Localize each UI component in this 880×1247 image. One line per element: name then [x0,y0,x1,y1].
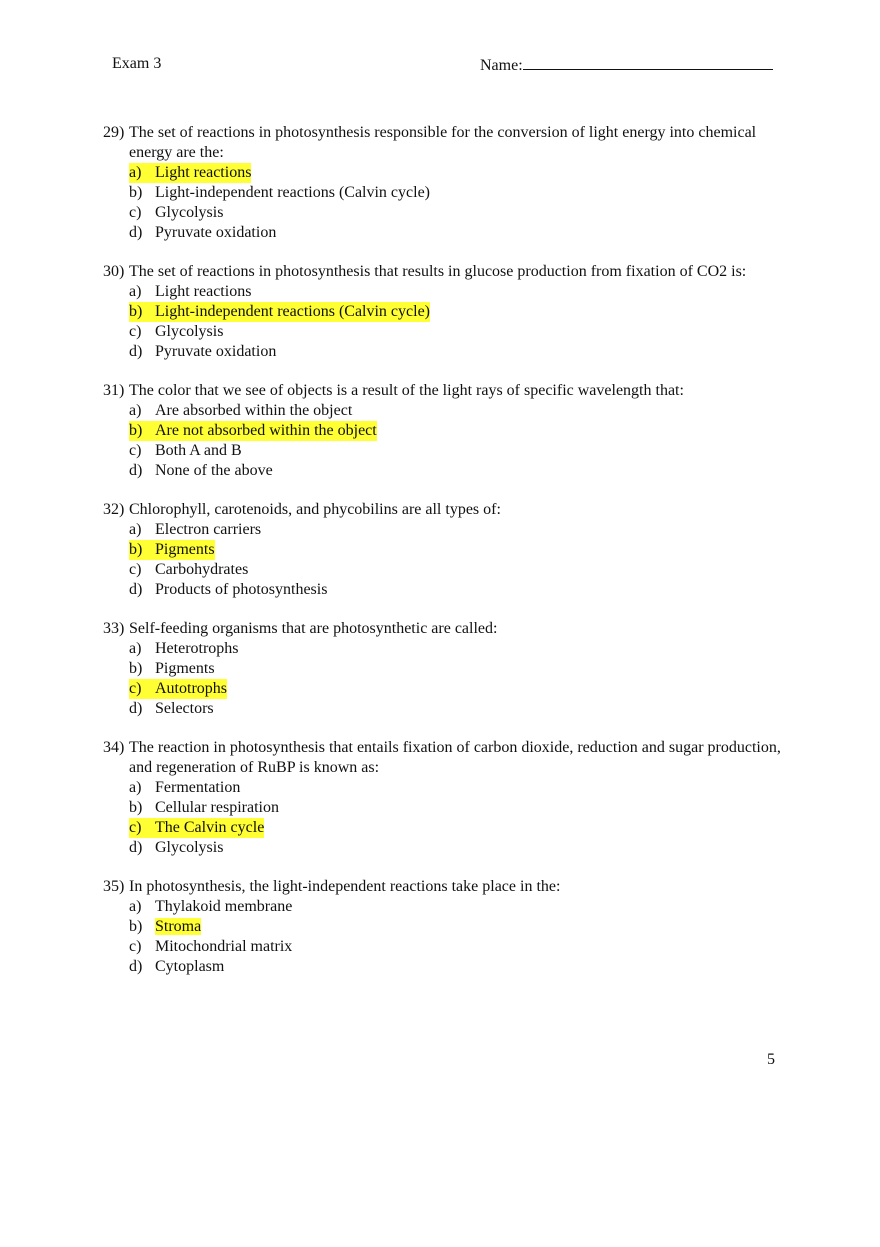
question-list [103,123,783,996]
choice-text: Electron carriers [155,521,262,538]
question-text: The color that we see of objects is a result of the light rays of specific wavelength that: [129,382,684,399]
choice-text: Light-independent reactions (Calvin cycle) [155,303,431,320]
choice-letter: d) [129,224,143,241]
choice-text: Light reactions [155,283,252,300]
choice-letter: b) [129,799,143,816]
answer-choice[interactable] [129,401,783,421]
question-number: 34) [103,739,125,756]
choice-text: Light-independent reactions (Calvin cycle) [155,184,431,201]
answer-option [129,957,224,977]
question-number: 35) [103,878,125,895]
question-stem [103,877,783,897]
answer-choice[interactable] [129,897,783,917]
question-number: 29) [103,124,125,141]
choice-letter: d) [129,700,143,717]
answer-choice[interactable] [129,223,783,243]
answer-choices [129,778,783,858]
answer-choice[interactable] [129,540,783,560]
answer-choice[interactable] [129,937,783,957]
question-stem [103,500,783,520]
question [103,619,783,719]
answer-option [129,282,251,302]
choice-letter: c) [129,323,142,340]
answer-choice[interactable] [129,461,783,481]
answer-option [129,342,276,362]
choice-text: Are absorbed within the object [155,402,353,419]
choice-letter: a) [129,164,142,181]
choice-letter: b) [129,184,143,201]
answer-option [129,203,223,223]
question-stem [103,262,783,282]
question [103,123,783,243]
question-number: 31) [103,382,125,399]
choice-letter: b) [129,422,143,439]
answer-choice[interactable] [129,520,783,540]
answer-choice[interactable] [129,560,783,580]
answer-choice[interactable] [129,183,783,203]
choice-letter: c) [129,442,142,459]
answer-option [129,699,214,719]
answer-choices [129,282,783,362]
answer-choice[interactable] [129,163,783,183]
choice-text: Mitochondrial matrix [155,938,293,955]
choice-letter: c) [129,561,142,578]
choice-text: Both A and B [155,442,242,459]
answer-choice[interactable] [129,798,783,818]
answer-option [129,639,239,659]
choice-letter: d) [129,839,143,856]
choice-text: None of the above [155,462,273,479]
answer-option [129,183,430,203]
highlighted-answer [129,302,430,322]
choice-text: The Calvin cycle [155,819,265,836]
answer-option [129,798,279,818]
choice-text: Cellular respiration [155,799,279,816]
choice-letter: d) [129,958,143,975]
answer-option [129,560,248,580]
choice-text: Pigments [155,660,215,677]
answer-option [129,897,292,917]
choice-text: Autotrophs [155,680,227,697]
choice-text: Products of photosynthesis [155,581,328,598]
question-text: Self-feeding organisms that are photosynthetic are called: [129,620,498,637]
answer-option [129,461,273,481]
highlighted-answer [129,679,227,699]
answer-option [129,659,215,679]
answer-choice[interactable] [129,679,783,699]
choice-letter: b) [129,303,143,320]
answer-choices [129,520,783,600]
choice-text: Glycolysis [155,839,224,856]
answer-choice[interactable] [129,342,783,362]
answer-option [129,580,327,600]
answer-option [129,401,352,421]
answer-choice[interactable] [129,699,783,719]
choice-letter: b) [129,918,143,935]
choice-text: Pigments [155,541,215,558]
answer-choice[interactable] [129,203,783,223]
choice-text: Carbohydrates [155,561,249,578]
highlighted-answer [129,421,377,441]
choice-letter: d) [129,462,143,479]
choice-letter: b) [129,660,143,677]
choice-text: Glycolysis [155,323,224,340]
question [103,500,783,600]
answer-choice[interactable] [129,818,783,838]
answer-option [129,223,276,243]
page-number: 5 [767,1051,775,1068]
choice-letter: a) [129,521,142,538]
answer-choices [129,163,783,243]
answer-choice[interactable] [129,917,783,937]
answer-choices [129,639,783,719]
question-text: The reaction in photosynthesis that entails fixation of carbon dioxide, reduction and sugar production, and regeneration of RuBP is known as: [129,739,781,776]
answer-choice[interactable] [129,639,783,659]
exam-title: Exam 3 [112,55,162,72]
question-stem [103,381,783,401]
choice-letter: c) [129,680,142,697]
question [103,738,783,858]
question-number: 32) [103,501,125,518]
choice-text: Selectors [155,700,214,717]
choice-text: Cytoplasm [155,958,225,975]
highlighted-answer [129,917,201,937]
highlighted-answer [129,163,251,183]
question-text: The set of reactions in photosynthesis that results in glucose production from fixation of CO2 is: [129,263,747,280]
choice-letter: d) [129,343,143,360]
answer-option [129,441,242,461]
highlighted-answer [129,540,215,560]
answer-choice[interactable] [129,957,783,977]
choice-letter: c) [129,204,142,221]
question-stem [103,619,783,639]
choice-letter: a) [129,402,142,419]
choice-letter: c) [129,819,142,836]
choice-text: Glycolysis [155,204,224,221]
choice-text: Pyruvate oxidation [155,224,277,241]
question-number: 30) [103,263,125,280]
answer-choice[interactable] [129,838,783,858]
answer-option [129,520,261,540]
answer-choice[interactable] [129,580,783,600]
choice-text: Thylakoid membrane [155,898,293,915]
choice-letter: a) [129,779,142,796]
answer-option [129,838,223,858]
answer-choice[interactable] [129,778,783,798]
answer-choice[interactable] [129,302,783,322]
answer-choice[interactable] [129,421,783,441]
choice-text: Light reactions [155,164,252,181]
question-stem [103,123,783,163]
question [103,262,783,362]
answer-option [129,778,240,798]
answer-choices [129,401,783,481]
choice-letter: c) [129,938,142,955]
answer-option [129,322,223,342]
answer-option [129,937,292,957]
name-blank-line[interactable] [523,54,773,70]
name-field[interactable] [480,54,773,76]
question-text: Chlorophyll, carotenoids, and phycobilins are all types of: [129,501,501,518]
question-text: In photosynthesis, the light-independent reactions take place in the: [129,878,561,895]
answer-choice[interactable] [129,441,783,461]
question [103,381,783,481]
choice-text: Heterotrophs [155,640,239,657]
choice-text: Stroma [155,918,202,935]
choice-text: Pyruvate oxidation [155,343,277,360]
choice-letter: d) [129,581,143,598]
answer-choices [129,897,783,977]
choice-letter: b) [129,541,143,558]
question [103,877,783,977]
answer-choice[interactable] [129,659,783,679]
choice-letter: a) [129,283,142,300]
choice-letter: a) [129,898,142,915]
question-stem [103,738,783,778]
choice-text: Fermentation [155,779,241,796]
answer-choice[interactable] [129,322,783,342]
choice-letter: a) [129,640,142,657]
choice-text: Are not absorbed within the object [155,422,377,439]
highlighted-answer [129,818,264,838]
name-label: Name: [480,57,523,74]
question-text: The set of reactions in photosynthesis responsible for the conversion of light energy into chemical energy are the: [129,124,757,161]
question-number: 33) [103,620,125,637]
answer-choice[interactable] [129,282,783,302]
